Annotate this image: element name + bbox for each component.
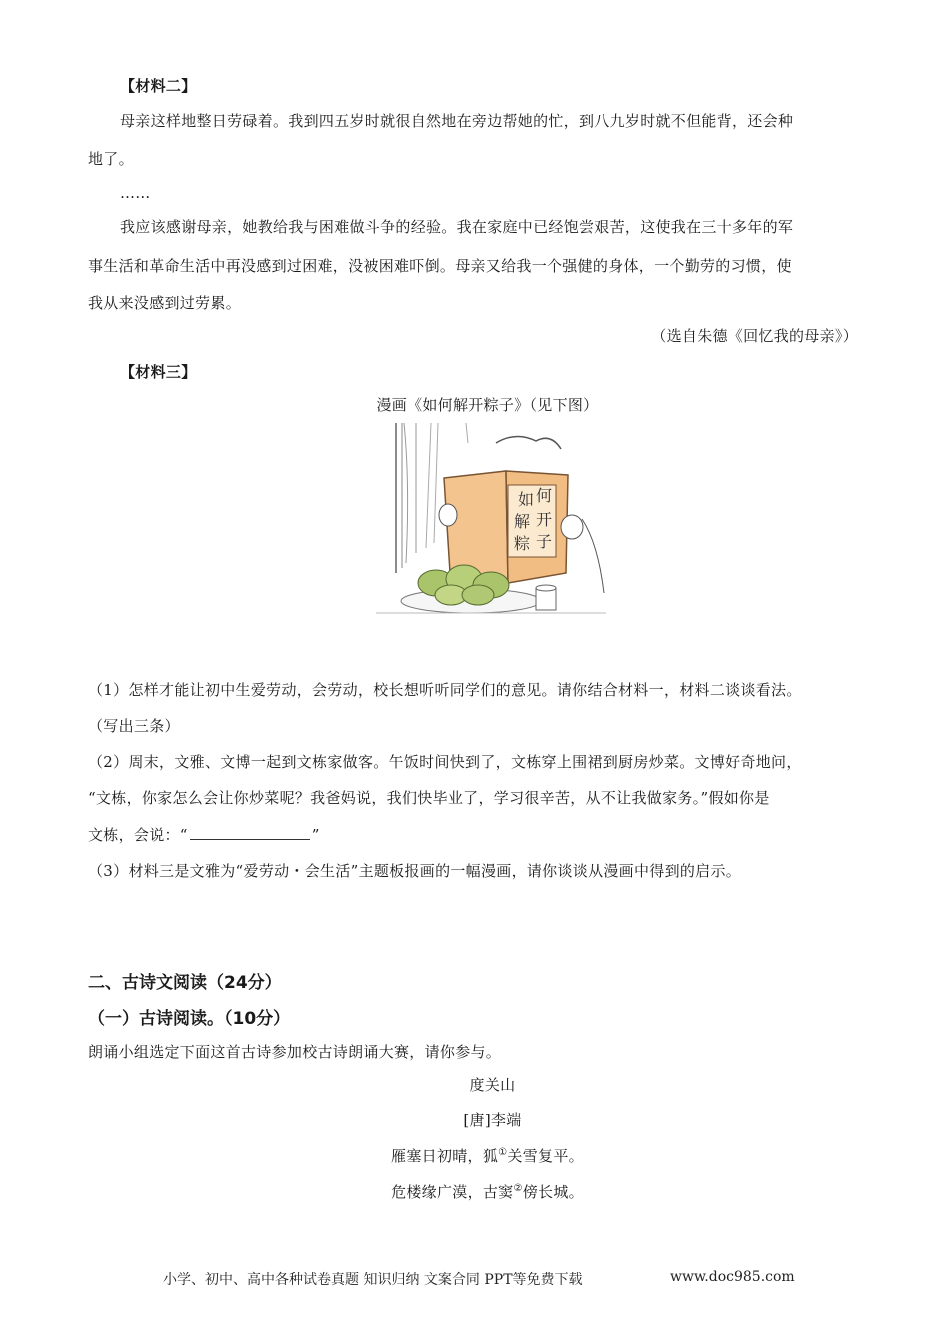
cartoon-illustration bbox=[376, 423, 606, 615]
material2-para1-line1: 母亲这样地整日劳碌着。我到四五岁时就很自然地在旁边帮她的忙，到八九岁时就不但能背，还会种 bbox=[120, 112, 794, 130]
footnote-marker-1: ① bbox=[498, 1147, 508, 1158]
answer-blank[interactable] bbox=[190, 825, 310, 840]
section-2-subtitle: （一）古诗阅读。（10分） bbox=[88, 1009, 291, 1029]
poem-author: [唐]李端 bbox=[463, 1111, 522, 1129]
book-char-6: 子 bbox=[536, 532, 553, 551]
material2-para2-line3: 我从来没感到过劳累。 bbox=[88, 294, 242, 312]
book-char-4: 开 bbox=[536, 510, 553, 529]
footer-text: 小学、初中、高中各种试卷真题 知识归纳 文案合同 PPT等免费下载 bbox=[163, 1272, 583, 1288]
section-2-intro: 朗诵小组选定下面这首古诗参加校古诗朗诵大赛，请你参与。 bbox=[88, 1043, 502, 1061]
poem-line-2-a: 危楼缘广漠，古窦 bbox=[391, 1183, 514, 1201]
question-2-line3-prefix: 文栋，会说：“ bbox=[88, 826, 188, 844]
question-2-line1: （2）周末，文雅、文博一起到文栋家做客。午饭时间快到了，文栋穿上围裙到厨房炒菜。文博好奇地问， bbox=[88, 753, 802, 771]
book-char-2: 何 bbox=[536, 486, 553, 505]
question-2-line3 bbox=[88, 825, 320, 845]
poem-title: 度关山 bbox=[469, 1076, 516, 1094]
material2-para2-line1: 我应该感谢母亲，她教给我与困难做斗争的经验。我在家庭中已经饱尝艰苦，这使我在三十多年的军 bbox=[120, 218, 794, 236]
material2-para1-line2: 地了。 bbox=[88, 150, 134, 168]
poem-line-1-a: 雁塞日初晴，狐 bbox=[391, 1147, 499, 1165]
material2-source: （选自朱德《回忆我的母亲》） bbox=[651, 327, 858, 345]
footer-url[interactable]: www.doc985.com bbox=[670, 1269, 795, 1285]
footnote-marker-2: ② bbox=[513, 1183, 523, 1194]
poem-line-1 bbox=[0, 1143, 950, 1166]
book-char-1: 如 bbox=[518, 490, 535, 509]
poem-line-2-b: 傍长城。 bbox=[522, 1183, 584, 1201]
book-char-3: 解 bbox=[514, 512, 531, 531]
question-3: （3）材料三是文雅为“爱劳动・会生活”主题板报画的一幅漫画，请你谈谈从漫画中得到的启示。 bbox=[88, 862, 742, 880]
question-2-line2: “文栋，你家怎么会让你炒菜呢？我爸妈说，我们快毕业了，学习很辛苦，从不让我做家务。”假如你是 bbox=[88, 789, 770, 807]
material3-caption: 漫画《如何解开粽子》（见下图） bbox=[376, 396, 599, 414]
material2-heading: 【材料二】 bbox=[120, 77, 197, 95]
question-2-line3-suffix: ” bbox=[311, 826, 320, 844]
question-1-line2: （写出三条） bbox=[88, 717, 180, 735]
material3-heading: 【材料三】 bbox=[120, 363, 197, 381]
poem-line-1-b: 关雪复平。 bbox=[507, 1147, 584, 1165]
section-2-title: 二、古诗文阅读（24分） bbox=[88, 973, 282, 993]
book-char-5: 粽 bbox=[514, 534, 531, 553]
ellipsis: …… bbox=[120, 184, 151, 202]
question-1-line1: （1）怎样才能让初中生爱劳动，会劳动，校长想听听同学们的意见。请你结合材料一，材料二谈谈看法。 bbox=[88, 681, 802, 699]
poem-line-2 bbox=[0, 1179, 950, 1202]
material2-para2-line2: 事生活和革命生活中再没感到过困难，没被困难吓倒。母亲又给我一个强健的身体，一个勤劳的习惯，使 bbox=[88, 257, 792, 275]
